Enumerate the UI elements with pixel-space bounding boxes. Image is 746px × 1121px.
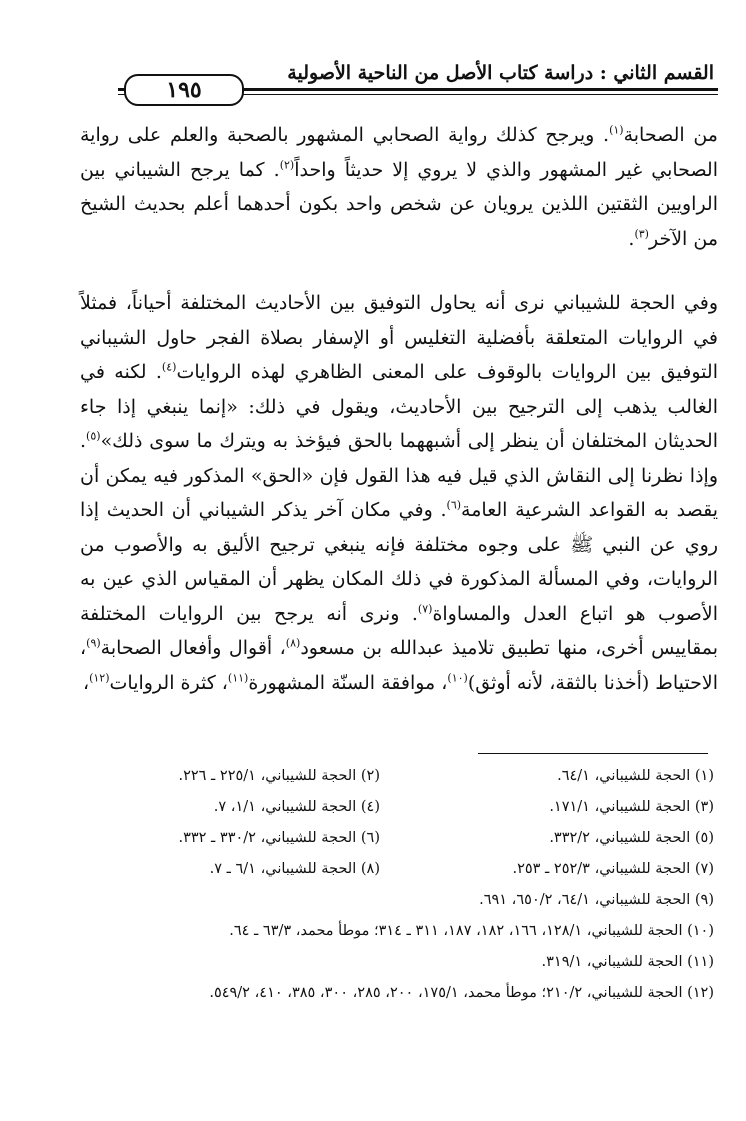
footnote-reference: (٣)	[634, 227, 649, 241]
footnote-reference: (١٠)	[447, 671, 468, 685]
footnote-reference: (٧)	[417, 602, 433, 616]
page-number: ١٩٥	[124, 74, 244, 106]
footnotes	[80, 761, 714, 1009]
footnote-1: (١) الحجة للشيباني، ٦٤/١.	[557, 768, 714, 784]
footnote-separator	[478, 753, 708, 754]
footnote-9: (٩) الحجة للشيباني، ٦٤/١، ٦٥٠/٢، ٦٩١.	[479, 892, 714, 908]
footnote-4: (٤) الحجة للشيباني، ١/١، ٧.	[213, 799, 380, 815]
footnote-reference: (٤)	[161, 360, 177, 374]
paragraph-2: وفي الحجة للشيباني نرى أنه يحاول التوفيق بين الأحاديث المختلفة أحياناً، فمثلاً في الروايات المتعلقة بأفضلية التغليس أو الإسفار بصلاة الفجر حاول الشيباني التوفيق بين الروايات بالوقوف على المعنى الظاهري لهذه الروايات$^{(٤)}$. لكنه في الغالب يذهب إلى الترجيح بين الأحاديث، ويقول في ذلك: «إنما ينبغي إذا جاء الحديثان المختلفان أن ينظر إلى أشبههما بالحق فيؤخذ به ويترك ما سوى ذلك»$^{(٥)}$. وإذا نظرنا إلى النقاش الذي قيل فيه هذا القول فإن «الحق» المذكور فيه يمكن أن يقصد به القواعد الشرعية العامة$^{(٦)}$. وفي مكان آخر يذكر الشيباني أن الحديث إذا روي عن النبي ﷺ على وجوه مختلفة فإنه ينبغي ترجيح الأليق به والأصوب من الروايات، وفي المسألة المذكورة في ذلك المكان يظهر أن المقياس الذي عين به الأصوب هو اتباع العدل والمساواة$^{(٧)}$. ونرى أنه يرجح بين الروايات المختلفة بمقاييس أخرى، منها تطبيق تلاميذ عبدالله بن مسعود$^{(٨)}$، أقوال وأفعال الصحابة$^{(٩)}$، الاحتياط (أخذنا بالثقة، لأنه أوثق)$^{(١٠)}$، موافقة السنّة المشهورة$^{(١١)}$، كثرة الروايات$^{(١٢)}$،	[80, 292, 718, 694]
footnote-5: (٥) الحجة للشيباني، ٣٣٢/٢.	[549, 830, 714, 846]
footnote-8: (٨) الحجة للشيباني، ٦/١ ـ ٧.	[209, 861, 380, 877]
footnote-11: (١١) الحجة للشيباني، ٣١٩/١.	[541, 954, 714, 970]
footnote-reference: (١١)	[227, 671, 249, 685]
footnote-reference: (٦)	[446, 498, 462, 512]
paragraph-1: من الصحابة$^{(١)}$. ويرجح كذلك رواية الصحابي المشهور بالصحبة والعلم على رواية الصحابي غير المشهور والذي لا يروي إلا حديثاً واحداً$^{(٢)}$. كما يرجح الشيباني بين الراويين الثقتين اللذين يرويان عن شخص واحد بكون أحدهما أعلم بحديث الشيخ من الآخر$^{(٣)}$.	[80, 123, 718, 250]
footnote-reference: (٢)	[279, 158, 295, 172]
footnote-reference: (٥)	[86, 429, 101, 443]
footnote-12: (١٢) الحجة للشيباني، ٢١٠/٢؛ موطأ محمد، ١٧٥/١، ٢٠٠، ٢٨٥، ٣٠٠، ٣٨٥، ٤١٠، ٥٤٩/٢.	[209, 985, 714, 1001]
footnote-2: (٢) الحجة للشيباني، ٢٢٥/١ ـ ٢٢٦.	[178, 768, 380, 784]
running-title: القسم الثاني : دراسة كتاب الأصل من الناحية الأصولية	[287, 62, 714, 84]
page-header	[118, 58, 718, 102]
footnote-reference: (٨)	[285, 636, 301, 650]
footnote-reference: (٩)	[86, 636, 101, 650]
footnote-10: (١٠) الحجة للشيباني، ١٢٨/١، ١٦٦، ١٨٢، ١٨٧، ٣١١ ـ ٣١٤؛ موطأ محمد، ٦٣/٣ ـ ٦٤.	[229, 923, 714, 939]
footnote-7: (٧) الحجة للشيباني، ٢٥٢/٣ ـ ٢٥٣.	[512, 861, 714, 877]
footnote-6: (٦) الحجة للشيباني، ٣٣٠/٢ ـ ٣٣٢.	[178, 830, 380, 846]
footnote-reference: (١٢)	[89, 671, 110, 685]
footnote-reference: (١)	[609, 123, 624, 137]
footnote-3: (٣) الحجة للشيباني، ١٧١/١.	[549, 799, 714, 815]
